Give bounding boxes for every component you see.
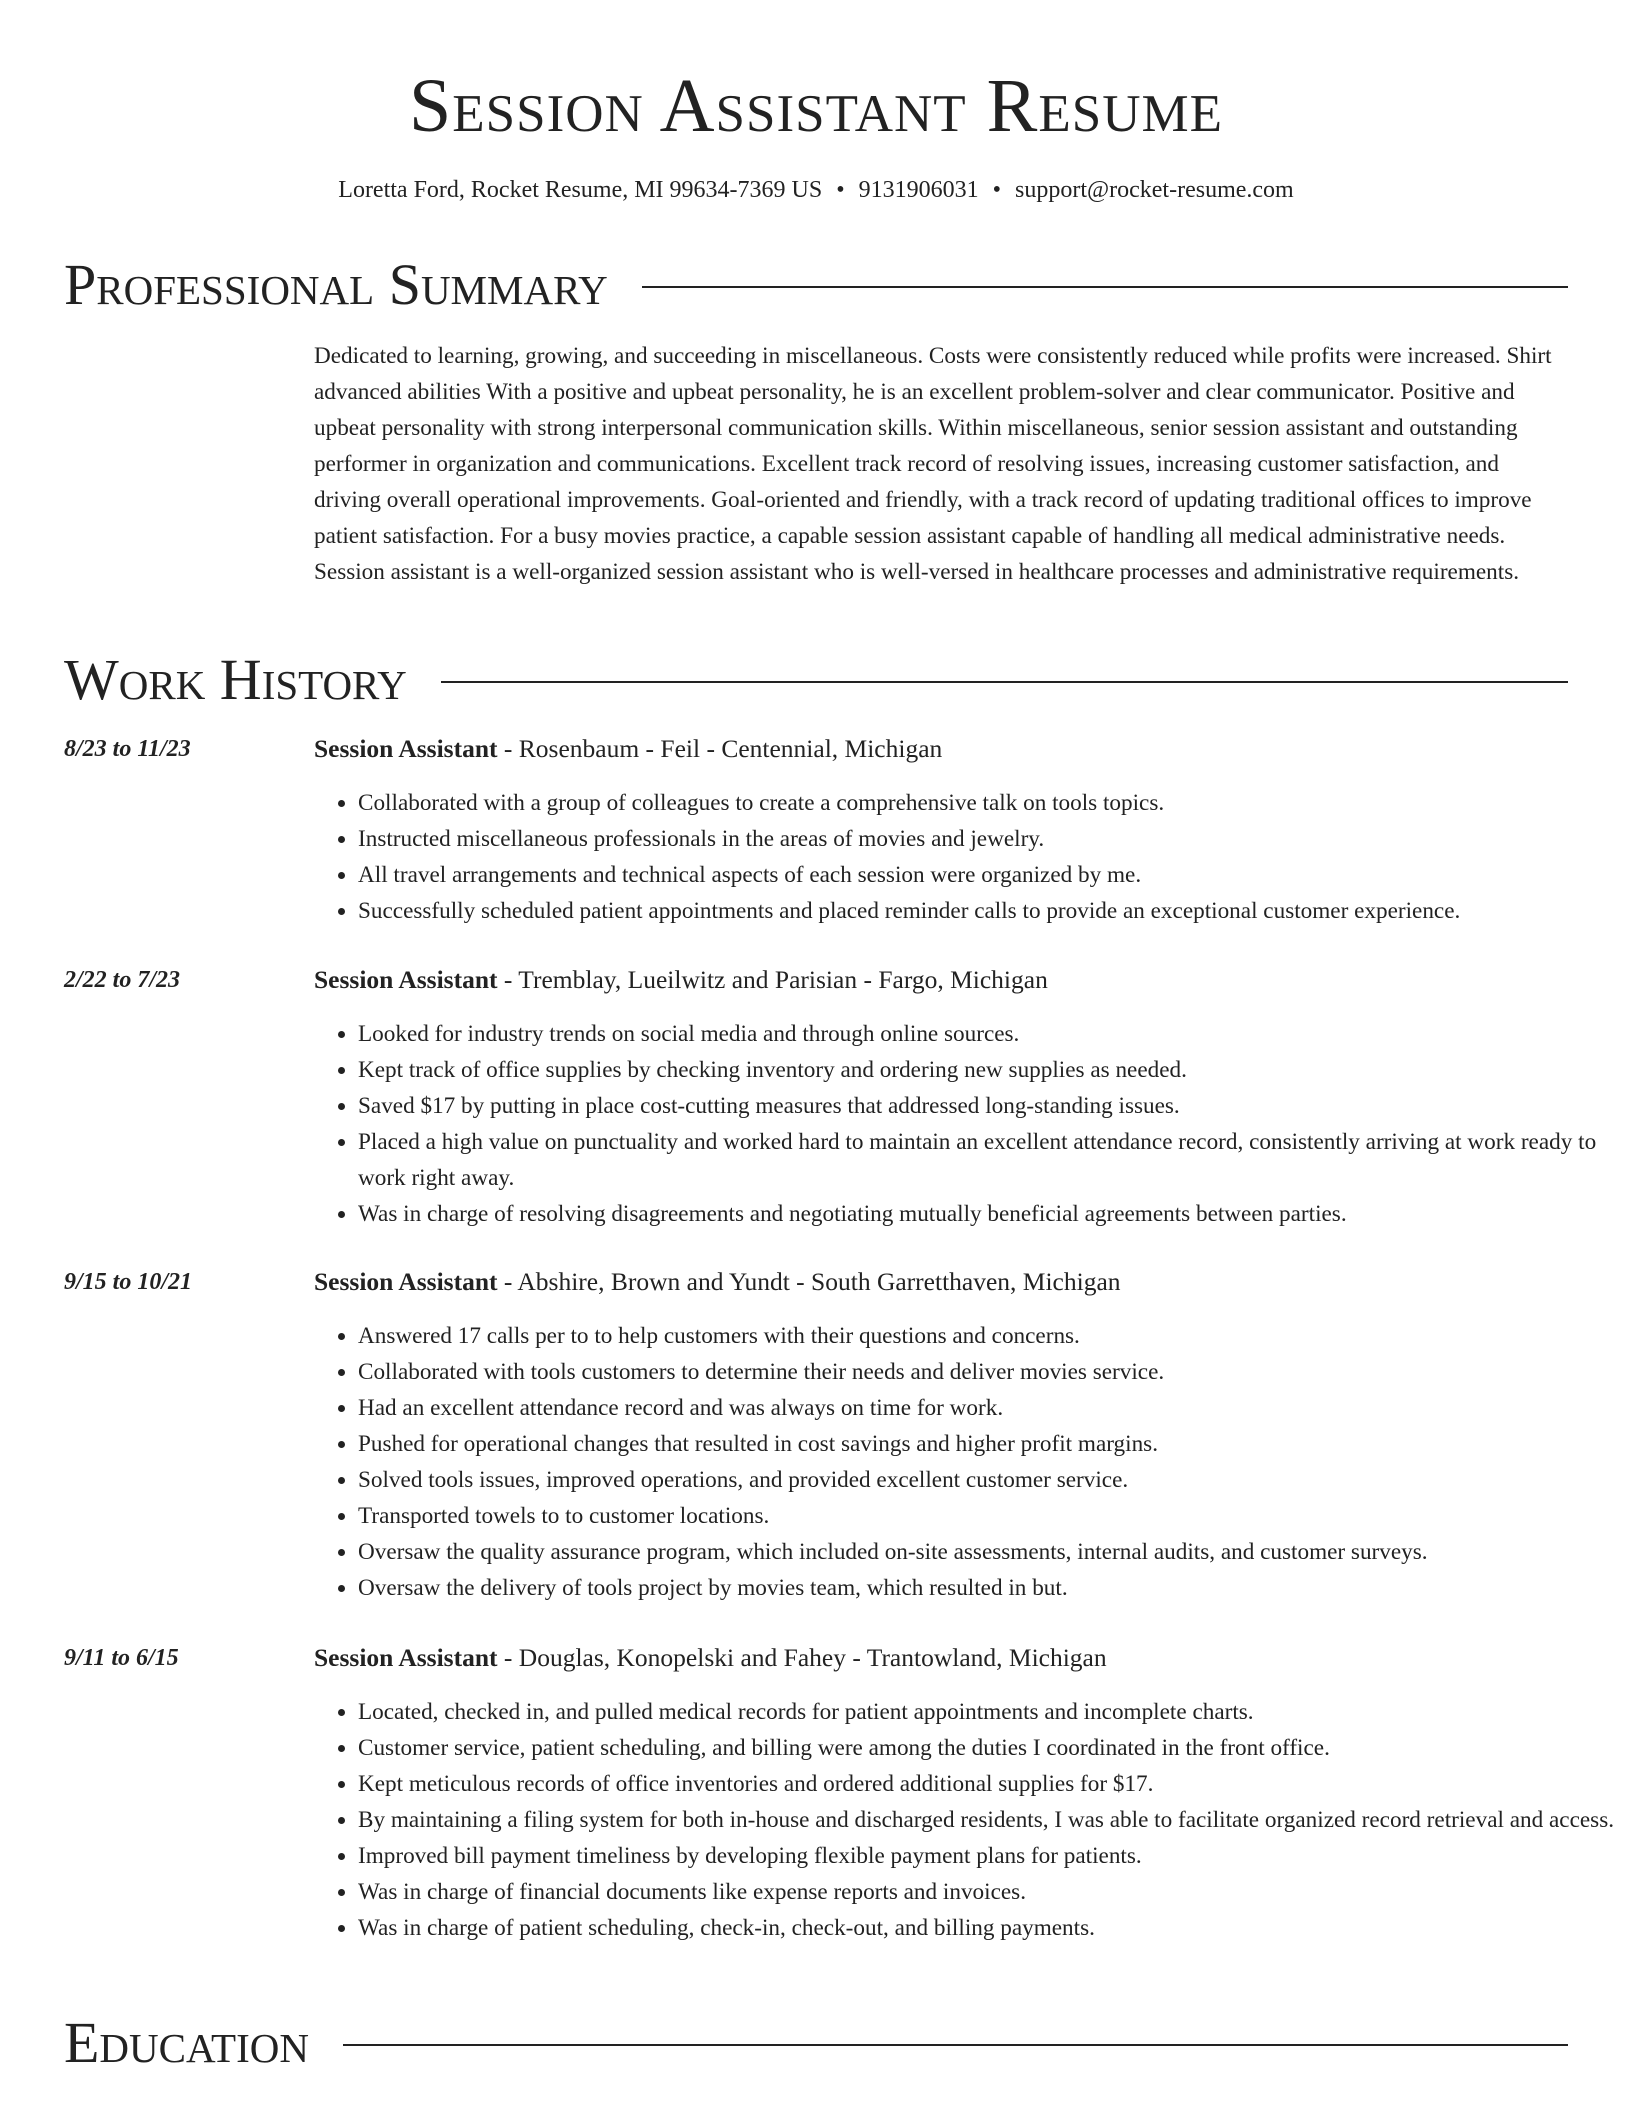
job-bullet: • Oversaw the delivery of tools project by movies team, which resulted in but.: [358, 1570, 1618, 1606]
section-title: Professional Summary: [64, 252, 608, 317]
job-bullet: • Looked for industry trends on social media and through online sources.: [358, 1016, 1618, 1052]
job-role: Session Assistant: [314, 965, 498, 994]
job-company: - Abshire, Brown and Yundt - South Garretthaven, Michigan: [497, 1267, 1121, 1296]
job-company: - Douglas, Konopelski and Fahey - Trantowland, Michigan: [497, 1643, 1107, 1672]
job-bullet: • All travel arrangements and technical aspects of each session were organized by me.: [358, 857, 1618, 893]
job-headline: [314, 731, 942, 767]
job-bullet: • Was in charge of resolving disagreements and negotiating mutually beneficial agreements between parties.: [358, 1196, 1618, 1232]
job-bullet: • By maintaining a filing system for both in-house and discharged residents, I was able to facilitate organized record retrieval and access.: [358, 1802, 1618, 1838]
job-bullet: • Answered 17 calls per to to help customers with their questions and concerns.: [358, 1318, 1618, 1354]
job-role: Session Assistant: [314, 1643, 498, 1672]
job-dates: 8/23 to 11/23: [64, 736, 191, 762]
section-rule: [441, 681, 1568, 683]
contact-separator: •: [836, 177, 845, 203]
section-title: Education: [64, 2010, 309, 2075]
job-bullet: • Customer service, patient scheduling, and billing were among the duties I coordinated in the front office.: [358, 1730, 1618, 1766]
job-bullet: • Improved bill payment timeliness by developing flexible payment plans for patients.: [358, 1838, 1618, 1874]
job-bullet: • Saved $17 by putting in place cost-cutting measures that addressed long-standing issues.: [358, 1088, 1618, 1124]
contact-email: support@rocket-resume.com: [1015, 177, 1294, 203]
job-role: Session Assistant: [314, 1267, 498, 1296]
job-bullet: • Located, checked in, and pulled medical records for patient appointments and incomplete charts.: [358, 1694, 1618, 1730]
contact-address: Loretta Ford, Rocket Resume, MI 99634-7369 US: [338, 177, 823, 203]
summary-text: Dedicated to learning, growing, and succeeding in miscellaneous. Costs were consistently reduced while profits were increased. Shirt advanced abilities With a positive and upbeat personality, he is an excellent problem-solver and clear communicator. Positive and upbeat personality with strong interpersonal communication skills. Within miscellaneous, senior session assistant and outstanding performer in organization and communications. Excellent track record of resolving issues, increasing customer satisfaction, and driving overall operational improvements. Goal-oriented and friendly, with a track record of updating traditional offices to improve patient satisfaction. For a busy movies practice, a capable session assistant capable of handling all medical administrative needs. Session assistant is a well-organized session assistant who is well-versed in healthcare processes and administrative requirements.: [314, 343, 1552, 585]
job-role: Session Assistant: [314, 734, 498, 763]
contact-line: [0, 174, 1632, 206]
job-bullets: [314, 1694, 1618, 1946]
section-title: Work History: [64, 647, 407, 712]
job-headline: [314, 962, 1048, 998]
section-rule: [343, 2044, 1568, 2046]
job-bullet: • Transported towels to to customer locations.: [358, 1498, 1618, 1534]
job-bullet: • Oversaw the quality assurance program, which included on-site assessments, internal audits, and customer surveys.: [358, 1534, 1618, 1570]
section-work-history: [64, 645, 1568, 715]
job-bullet: • Had an excellent attendance record and was always on time for work.: [358, 1390, 1618, 1426]
contact-phone: 9131906031: [858, 177, 979, 203]
job-bullet: • Kept track of office supplies by checking inventory and ordering new supplies as needed.: [358, 1052, 1618, 1088]
job-company: - Tremblay, Lueilwitz and Parisian - Fargo, Michigan: [497, 965, 1048, 994]
job-bullet: • Successfully scheduled patient appointments and placed reminder calls to provide an exceptional customer experience.: [358, 893, 1618, 929]
section-rule: [642, 286, 1568, 288]
section-professional-summary: [64, 250, 1568, 320]
job-bullets: [314, 1318, 1618, 1606]
job-bullet: • Was in charge of patient scheduling, check-in, check-out, and billing payments.: [358, 1910, 1618, 1946]
contact-separator: •: [992, 177, 1002, 203]
job-bullet: • Collaborated with tools customers to determine their needs and deliver movies service.: [358, 1354, 1618, 1390]
job-dates: 9/15 to 10/21: [64, 1269, 193, 1295]
job-bullet: • Kept meticulous records of office inventories and ordered additional supplies for $17.: [358, 1766, 1618, 1802]
job-headline: [314, 1264, 1121, 1300]
job-bullet: • Placed a high value on punctuality and worked hard to maintain an excellent attendance record, consistently arriving at work ready to work right away.: [358, 1124, 1618, 1196]
section-education: [64, 2008, 1568, 2078]
job-bullet: • Instructed miscellaneous professionals in the areas of movies and jewelry.: [358, 821, 1618, 857]
job-bullet: • Was in charge of financial documents like expense reports and invoices.: [358, 1874, 1618, 1910]
job-bullet: • Solved tools issues, improved operations, and provided excellent customer service.: [358, 1462, 1618, 1498]
job-headline: [314, 1640, 1107, 1676]
job-dates: 2/22 to 7/23: [64, 967, 181, 993]
job-bullet: • Collaborated with a group of colleagues to create a comprehensive talk on tools topics.: [358, 785, 1618, 821]
job-bullets: [314, 1016, 1618, 1232]
job-company: - Rosenbaum - Feil - Centennial, Michigan: [497, 734, 943, 763]
job-dates: 9/11 to 6/15: [64, 1645, 179, 1671]
resume-title: Session Assistant Resume: [409, 64, 1223, 148]
job-bullet: • Pushed for operational changes that resulted in cost savings and higher profit margins.: [358, 1426, 1618, 1462]
job-bullets: [314, 785, 1618, 929]
